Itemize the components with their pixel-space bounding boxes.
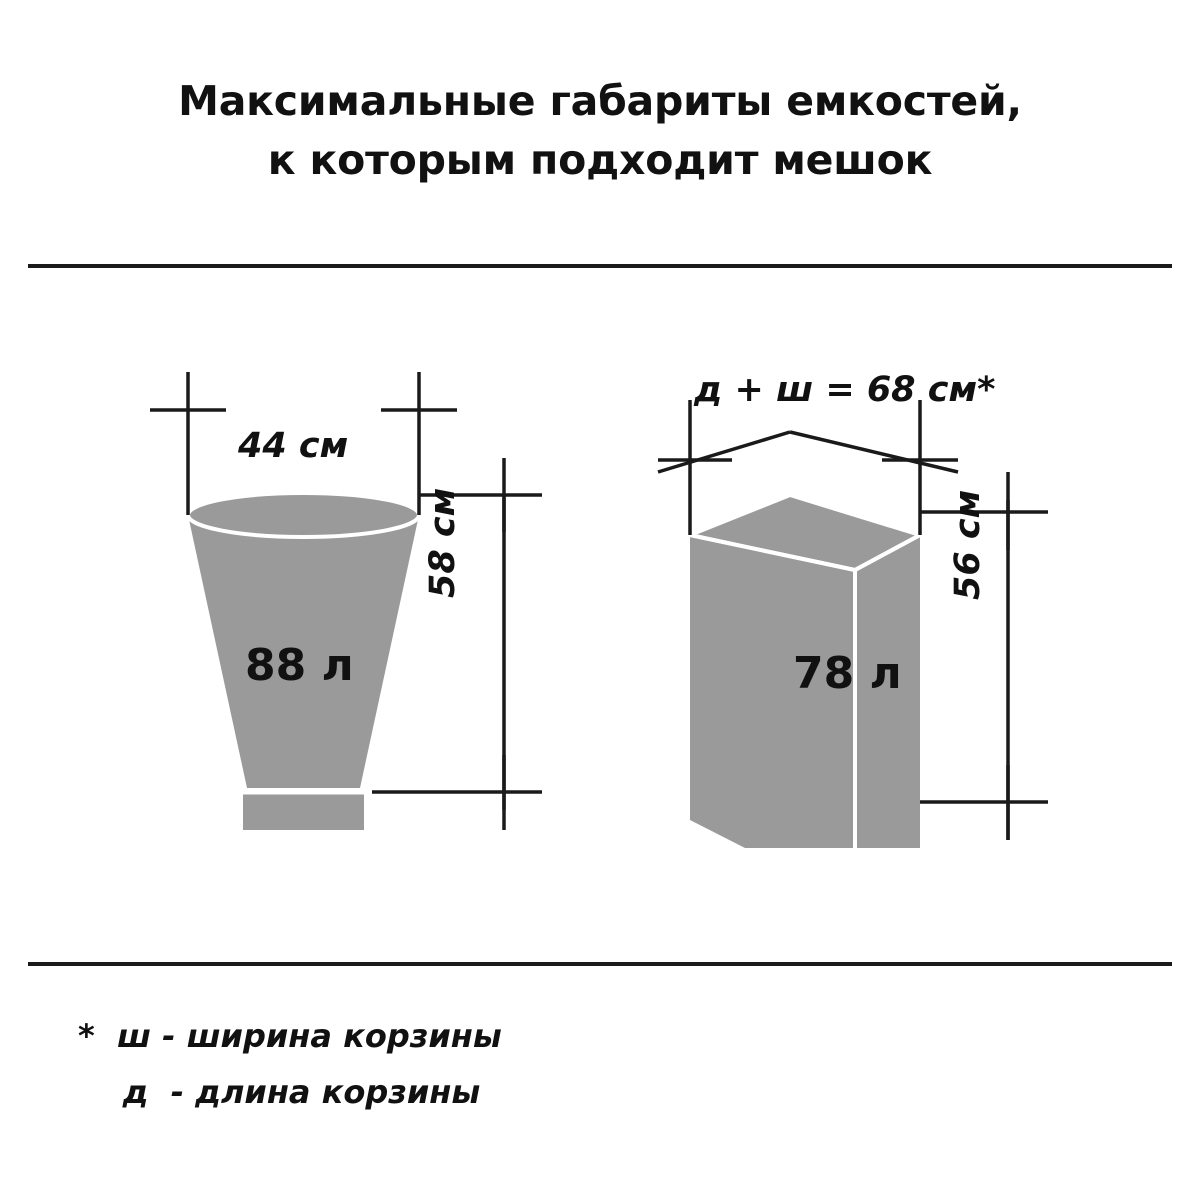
divider-bottom [28, 962, 1172, 966]
page-title-line-2: к которым подходит мешок [267, 136, 933, 185]
divider-top [28, 264, 1172, 268]
left-height-label: 58 см [423, 487, 463, 598]
right-height-label: 56 см [948, 489, 988, 600]
footnote-line-2: д - длина корзины [78, 1073, 481, 1111]
diagram-round-bucket [110, 340, 580, 900]
left-volume-label: 88 л [245, 640, 354, 691]
footnote-line-1: * ш - ширина корзины [78, 1017, 502, 1055]
footnotes [78, 1008, 778, 1120]
diagram-rectangular-bin [620, 340, 1090, 900]
right-width-label: д + ш = 68 см* [694, 370, 996, 410]
right-volume-label: 78 л [793, 648, 902, 699]
page-title-line-1: Максимальные габариты емкостей, [178, 77, 1022, 125]
page-title [0, 72, 1200, 191]
left-width-label: 44 см [238, 426, 349, 466]
